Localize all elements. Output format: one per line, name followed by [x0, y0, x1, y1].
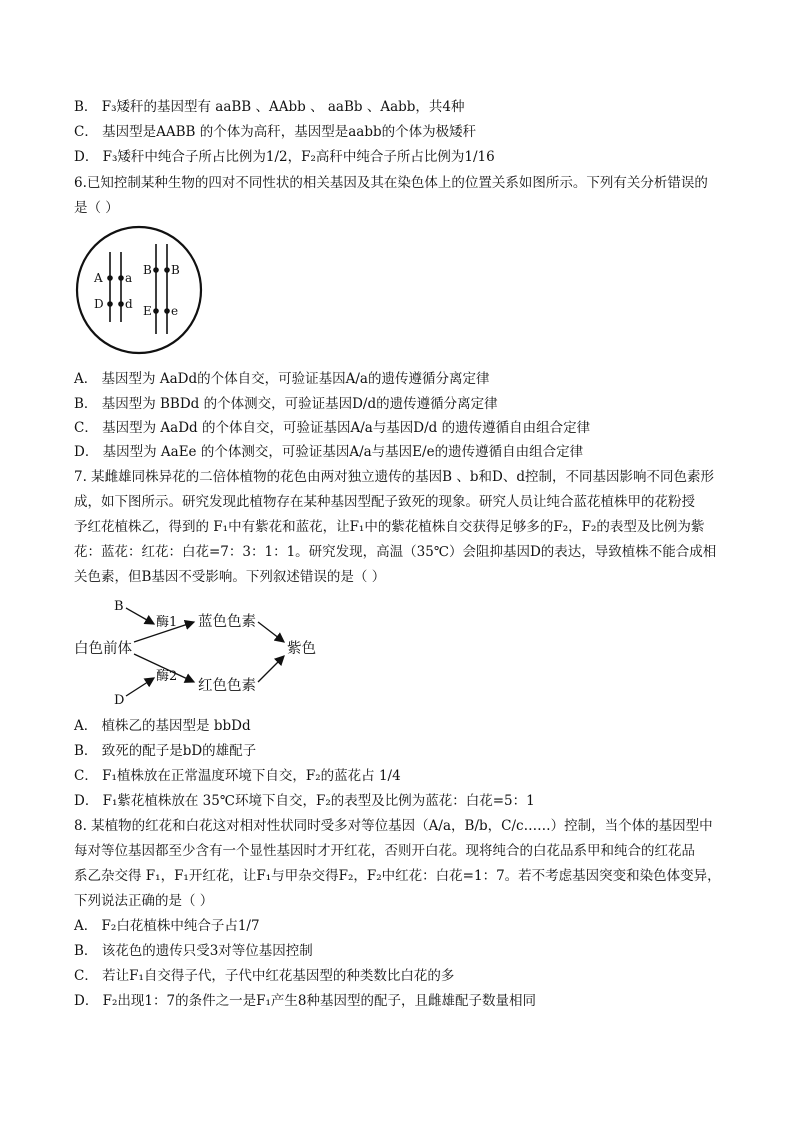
gene-b-label: B [114, 599, 124, 614]
red-pigment-label: 红色色素 [198, 678, 256, 694]
q7-stem-line4: 花：蓝花：红花：白花=7：3：1：1。研究发现，高温（35℃）会阻抑基因D的表达，导致植株不能合成相 [74, 544, 717, 560]
q7-option-d: D． F₁紫花植株放在 35℃环境下自交，F₂的表型及比例为蓝花：白花=5：1 [74, 793, 535, 809]
gene-d-label: D [114, 693, 125, 708]
chromosome-cell-figure [74, 224, 204, 356]
q5-option-b: B． F₃矮秆的基因型有 aaBB 、AAbb 、 aaBb 、Aabb，共4种 [74, 99, 465, 115]
q8-option-a: A． F₂白花植株中纯合子占1/7 [74, 918, 260, 934]
q6-option-b: B． 基因型为 BBDd 的个体测交，可验证基因D/d的遗传遵循分离定律 [74, 396, 498, 412]
blue-pigment-label: 蓝色色素 [198, 614, 256, 630]
gene-label-d-lower: d [125, 297, 133, 311]
gene-label-a-upper: A [94, 271, 103, 285]
q8-stem-line3: 系乙杂交得 F₁，F₁开红花，让F₁与甲杂交得F₂，F₂中红花：白花=1：7。若不考虑基因突变和染色体变异， [74, 868, 721, 884]
q5-option-c: C． 基因型是AABB 的个体为高秆，基因型是aabb的个体为极矮秆 [74, 124, 477, 140]
q8-option-c: C． 若让F₁自交得子代，子代中红花基因型的种类数比白花的多 [74, 968, 455, 984]
pigment-pathway-figure [74, 596, 334, 708]
q7-stem-line2: 成，如下图所示。研究发现此植物存在某种基因型配子致死的现象。研究人员让纯合蓝花植株甲的花粉授 [74, 494, 695, 510]
q6-option-c: C． 基因型为 AaDd 的个体自交，可验证基因A/a与基因D/d 的遗传遵循自由组合定律 [74, 420, 591, 436]
q8-option-d: D． F₂出现1：7的条件之一是F₁产生8种基因型的配子，且雌雄配子数量相同 [74, 993, 536, 1009]
gene-label-e-lower: e [171, 304, 179, 318]
q7-option-a: A． 植株乙的基因型是 bbDd [74, 718, 251, 734]
q5-option-d: D． F₃矮秆中纯合子所占比例为1/2，F₂高秆中纯合子所占比例为1/16 [74, 149, 495, 165]
q7-stem-line3: 予红花植株乙，得到的 F₁中有紫花和蓝花，让F₁中的紫花植株自交获得足够多的F₂，F₂的表型及比例为紫 [74, 519, 705, 535]
gene-label-b-left: B [143, 263, 152, 277]
gene-label-b-right: B [171, 263, 180, 277]
q6-option-a: A． 基因型为 AaDd的个体自交，可验证基因A/a的遗传遵循分离定律 [74, 371, 490, 387]
white-precursor-label: 白色前体 [74, 641, 132, 657]
q7-option-b: B． 致死的配子是bD的雄配子 [74, 743, 257, 759]
q6-stem-line1: 6.已知控制某种生物的四对不同性状的相关基因及其在染色体上的位置关系如图所示。下列有关分析错误的 [74, 175, 708, 191]
enzyme1-label: 酶1 [156, 615, 178, 630]
q7-option-c: C． F₁植株放在正常温度环境下自交，F₂的蓝花占 1/4 [74, 768, 401, 784]
q8-stem-line1: 8. 某植物的红花和白花这对相对性状同时受多对等位基因（A/a，B/b，C/c……）控制，当个体的基因型中 [74, 818, 713, 834]
q7-stem-line1: 7. 某雌雄同株异花的二倍体植物的花色由两对独立遗传的基因B 、b和D、d控制，不同基因影响不同色素形 [74, 469, 714, 485]
q6-stem-line2: 是（ ） [74, 200, 119, 216]
q7-stem-line5: 关色素，但B基因不受影响。下列叙述错误的是（ ） [74, 569, 386, 585]
gene-label-a-lower: a [125, 271, 133, 285]
q8-stem-line2: 每对等位基因都至少含有一个显性基因时才开红花，否则开白花。现将纯合的白花品系甲和纯合的红花品 [74, 843, 695, 859]
purple-label: 紫色 [287, 641, 316, 657]
q8-stem-line4: 下列说法正确的是（ ） [74, 893, 214, 909]
q6-option-d: D． 基因型为 AaEe 的个体测交，可验证基因A/a与基因E/e的遗传遵循自由组合定律 [74, 444, 584, 460]
gene-label-e-upper: E [143, 304, 152, 318]
q8-option-b: B． 该花色的遗传只受3对等位基因控制 [74, 943, 313, 959]
enzyme2-label: 酶2 [156, 669, 178, 684]
gene-label-d-upper: D [94, 297, 104, 311]
